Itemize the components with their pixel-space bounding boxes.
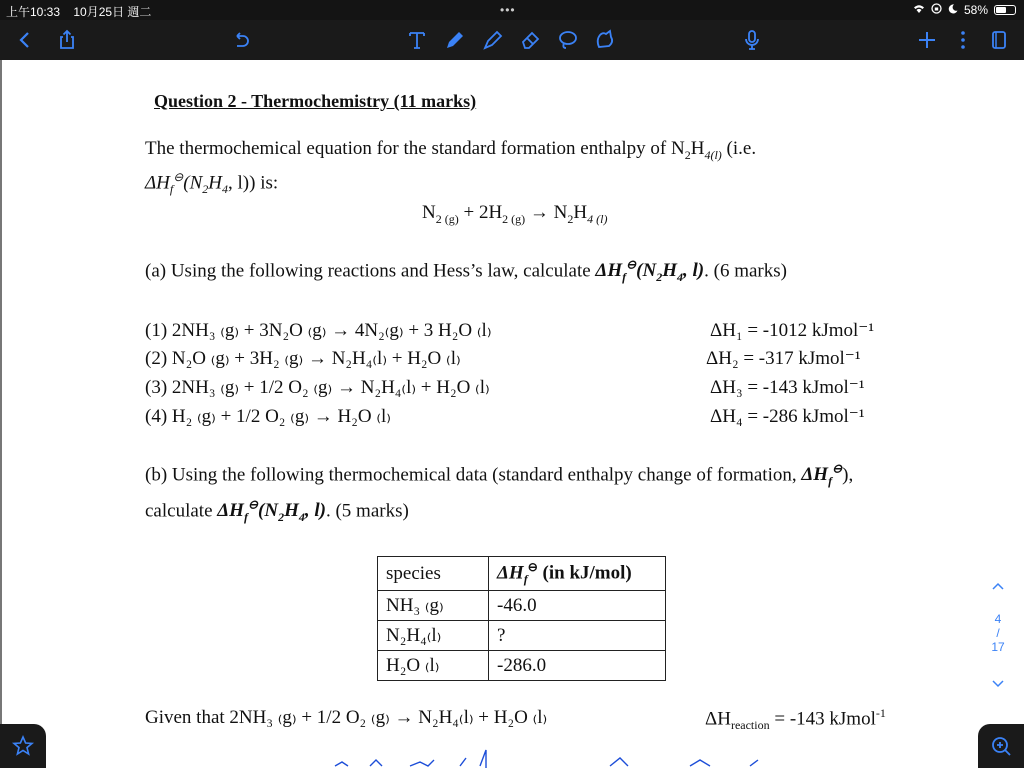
plus-icon xyxy=(915,28,939,52)
reaction-3-enthalpy: ΔH₃ = -143 kJmol⁻¹ xyxy=(710,377,865,398)
part-a-question: (a) Using the following reactions and Hess’s law, calculate $\Delta H_f^⊖(N_2H_4$, l). (6 marks) xyxy=(145,258,787,285)
handwriting-ink xyxy=(330,748,790,768)
more-vertical-icon xyxy=(951,28,975,52)
table-header-enthalpy: $\Delta H_f^⊖$ (in kJ/mol) xyxy=(489,557,666,591)
eraser-tool-button[interactable] xyxy=(516,25,546,55)
lasso-icon xyxy=(556,28,580,52)
text-tool-button[interactable] xyxy=(402,25,432,55)
part-b-line-2: calculate $\Delta H_f^⊖(N_2H_4$, l). (5 marks) xyxy=(145,498,409,525)
reaction-3: (3) 2NH₃ ₍g₎ + 1/2 O₂ ₍g₎ → N₂H₄₍l₎ + H₂O ₍l₎ xyxy=(145,377,490,398)
lasso-tool-button[interactable] xyxy=(553,25,583,55)
previous-page-button[interactable] xyxy=(986,580,1010,594)
star-shape-icon xyxy=(593,28,617,52)
enthalpy-table xyxy=(377,556,666,681)
table-header-species: species xyxy=(378,557,489,591)
share-button[interactable] xyxy=(52,25,82,55)
battery-percent: 58% xyxy=(963,3,988,17)
microphone-button[interactable] xyxy=(737,25,767,55)
star-icon xyxy=(11,734,35,758)
share-icon xyxy=(55,28,79,52)
pen-tool-button[interactable] xyxy=(440,25,470,55)
part-b-line-1: (b) Using the following thermochemical data (standard enthalpy change of formation, $\Delta H_f^⊖$), xyxy=(145,462,854,489)
table-cell-value: -46.0 xyxy=(489,591,666,621)
zoom-in-icon xyxy=(989,734,1013,758)
eraser-icon xyxy=(519,28,543,52)
page-total: 17 xyxy=(991,640,1005,654)
table-row xyxy=(378,621,666,651)
reaction-2-enthalpy: ΔH₂ = -317 kJmol⁻¹ xyxy=(706,348,861,369)
moon-icon xyxy=(948,3,958,17)
toolbar xyxy=(0,20,1024,60)
microphone-icon xyxy=(740,28,764,52)
page-indicator xyxy=(986,612,1010,654)
zoom-in-button[interactable] xyxy=(978,724,1024,768)
status-date: 10月25日 週二 xyxy=(73,5,152,19)
table-cell-value: ? xyxy=(489,621,666,651)
text-tool-icon xyxy=(405,28,429,52)
table-header-row xyxy=(378,557,666,591)
back-button[interactable] xyxy=(10,25,40,55)
undo-icon xyxy=(229,28,253,52)
multitask-dots[interactable]: ••• xyxy=(500,3,516,17)
battery-icon xyxy=(994,5,1016,15)
reaction-4: (4) H₂ ₍g₎ + 1/2 O₂ ₍g₎ → H₂O ₍l₎ xyxy=(145,406,391,427)
add-page-button[interactable] xyxy=(912,25,942,55)
chevron-left-icon xyxy=(13,28,37,52)
table-cell-species: H₂O ₍l₎ xyxy=(378,651,489,681)
shape-tool-button[interactable] xyxy=(590,25,620,55)
reaction-1-enthalpy: ΔH₁ = -1012 kJmol⁻¹ xyxy=(710,320,875,341)
table-cell-species: N₂H₄₍l₎ xyxy=(378,621,489,651)
status-bar xyxy=(0,0,1024,20)
wifi-icon xyxy=(913,3,925,17)
table-row xyxy=(378,651,666,681)
given-equation: Given that 2NH₃ ₍g₎ + 1/2 O₂ ₍g₎ → N₂H₄₍l₎ + H₂O ₍l₎ xyxy=(145,707,548,728)
page-current: 4 xyxy=(994,612,1002,626)
next-page-button[interactable] xyxy=(986,678,1010,692)
question-title: Question 2 - Thermochemistry (11 marks) xyxy=(154,91,477,111)
pages-icon xyxy=(987,28,1011,52)
highlighter-icon xyxy=(481,28,505,52)
lock-rotation-icon xyxy=(931,3,942,17)
document-page[interactable] xyxy=(0,60,1024,768)
more-options-button[interactable] xyxy=(948,25,978,55)
intro-line-2: $\Delta H_f^⊖(N_2H_4$, l)) is: xyxy=(145,170,279,197)
intro-line-1: The thermochemical equation for the standard formation enthalpy of $N_2H_{4(l)}$ (i.e. xyxy=(145,138,757,162)
given-enthalpy: $\Delta H_{reaction} = -143$ kJmol$^{-1}$ xyxy=(705,706,886,733)
reaction-1: (1) 2NH₃ ₍g₎ + 3N₂O ₍g₎ → 4N₂₍g₎ + 3 H₂O ₍l₎ xyxy=(145,320,492,341)
chevron-up-icon xyxy=(991,581,1005,591)
reaction-2: (2) N₂O ₍g₎ + 3H₂ ₍g₎ → N₂H₄₍l₎ + H₂O ₍l₎ xyxy=(145,348,461,369)
table-cell-value: -286.0 xyxy=(489,651,666,681)
formation-equation: $N_{2 (g)} + 2H_{2 (g)} \to N_2H_{4 (l)}$ xyxy=(422,202,608,226)
table-cell-species: NH₃ ₍g₎ xyxy=(378,591,489,621)
pages-button[interactable] xyxy=(984,25,1014,55)
favorite-button[interactable] xyxy=(0,724,46,768)
reaction-4-enthalpy: ΔH₄ = -286 kJmol⁻¹ xyxy=(710,406,865,427)
undo-button[interactable] xyxy=(226,25,256,55)
pen-icon xyxy=(443,28,467,52)
highlighter-tool-button[interactable] xyxy=(478,25,508,55)
table-row xyxy=(378,591,666,621)
chevron-down-icon xyxy=(991,679,1005,689)
status-time: 上午10:33 xyxy=(6,5,61,19)
page-separator: / xyxy=(996,626,1000,640)
